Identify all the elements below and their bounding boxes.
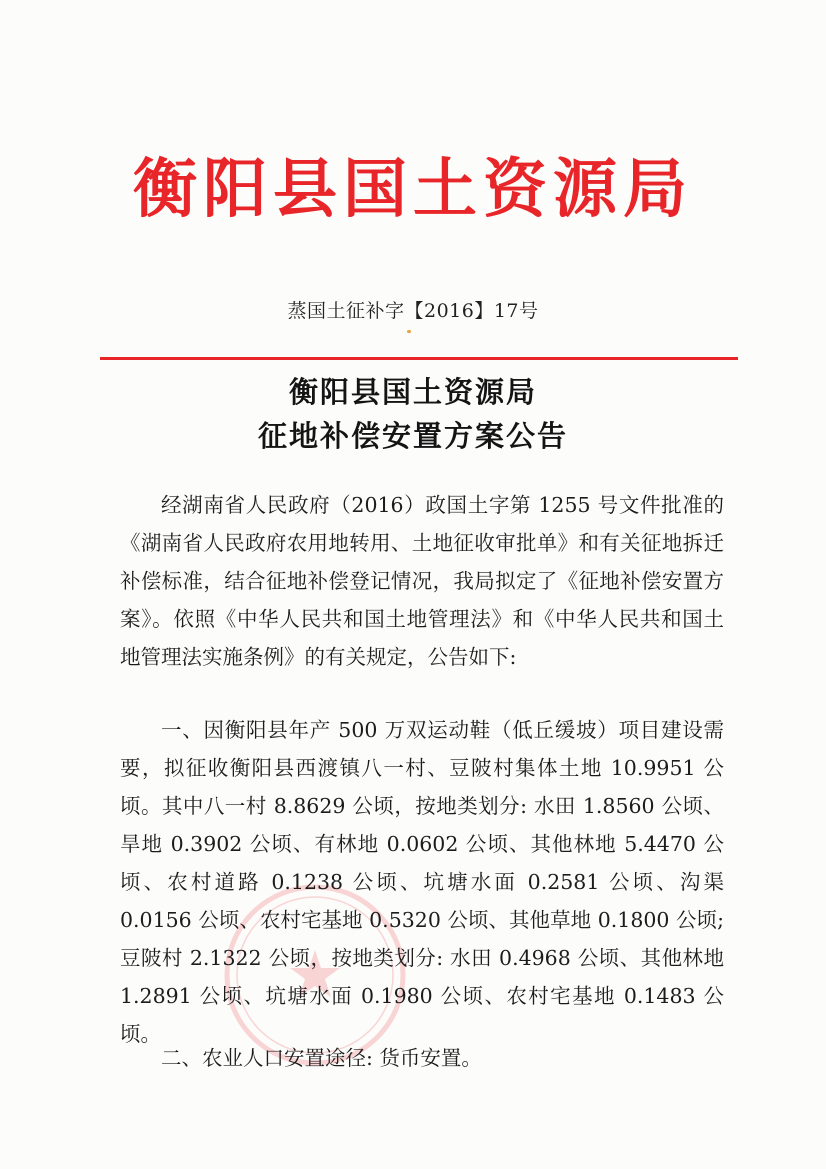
body-paragraph-item-2: 二、农业人口安置途径: 货币安置。 xyxy=(161,1046,482,1070)
red-divider-line xyxy=(100,357,738,360)
body-paragraph-item-1: 一、因衡阳县年产 500 万双运动鞋（低丘缓坡）项目建设需要，拟征收衡阳县西渡镇八一村、豆陂村集体土地 10.9951 公顷。其中八一村 8.8629 公顷，按地类划分: 水田 1.8560 公顷、旱地 0.3902 公顷、有林地 0.0602 公顷、其他林地 5.4470 公顷、农村道路 0.1238 公顷、坑塘水面 0.2581 公顷、沟渠 0.0156 公顷、农村宅基地 0.5320 公顷、其他草地 0.1800 公顷; 豆陂村 2.1322 公顷，按地类划分: 水田 0.4968 公顷、其他林地 1.2891 公顷、坑塘水面 0.1980 公顷、农村宅基地 0.1483 公顷。 xyxy=(120,718,724,1046)
notice-title-line2: 征地补偿安置方案公告 xyxy=(257,419,568,453)
ink-smudge xyxy=(407,330,411,333)
org-header: 衡阳县国土资源局 xyxy=(133,152,693,227)
doc-number: 蒸国土征补字【2016】17号 xyxy=(287,300,539,322)
notice-title-line1: 衡阳县国土资源局 xyxy=(288,375,537,409)
body-paragraph-intro: 经湖南省人民政府（2016）政国土字第 1255 号文件批准的《湖南省人民政府农用地转用、土地征收审批单》和有关征地拆迁补偿标准，结合征地补偿登记情况，我局拟定了《征地补偿安置方案》。依照《中华人民共和国土地管理法》和《中华人民共和国土地管理法实施条例》的有关规定，公告如下: xyxy=(120,493,724,669)
